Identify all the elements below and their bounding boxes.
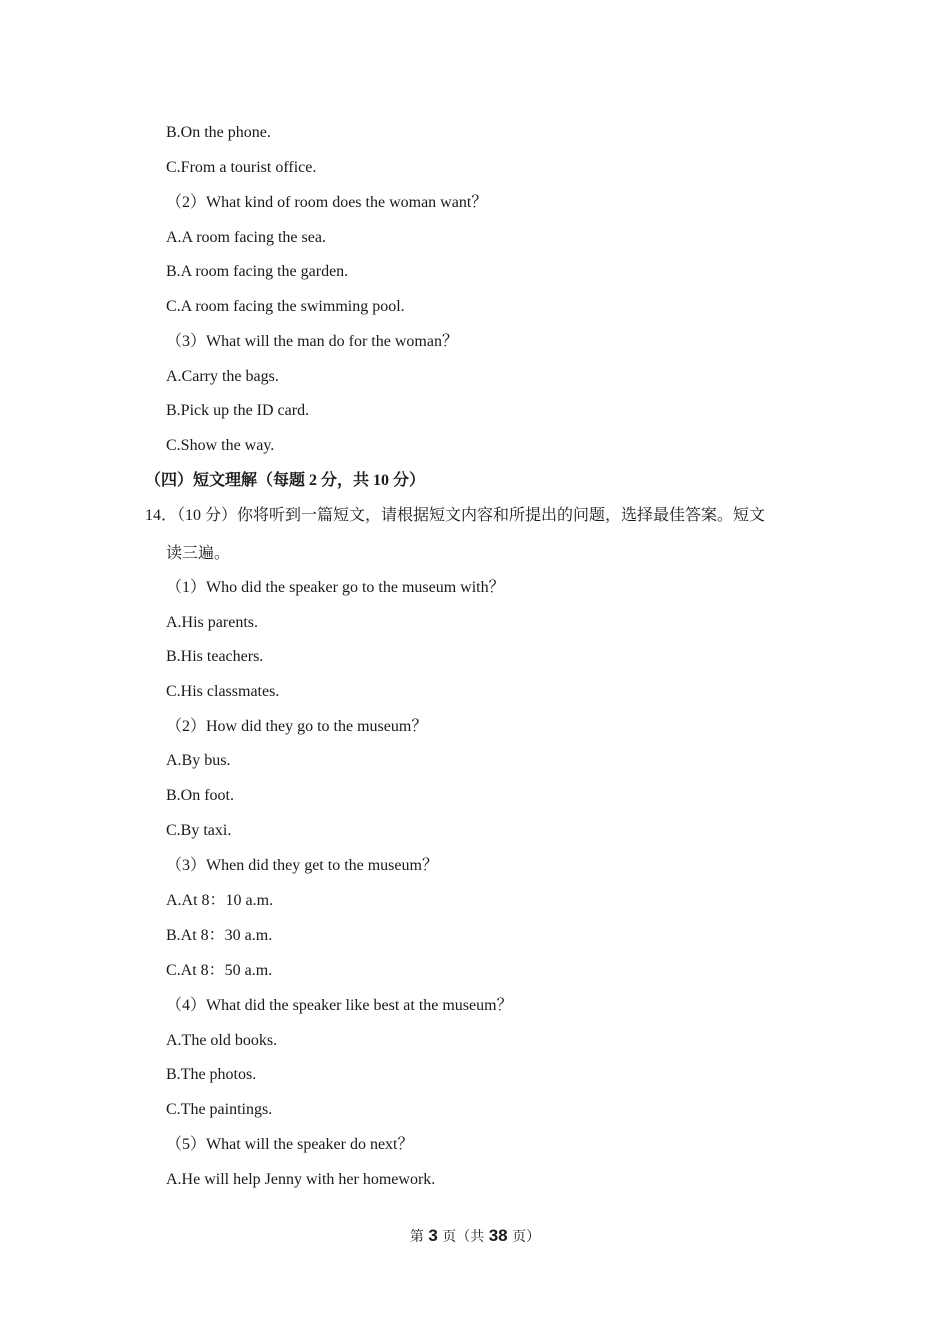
q14-sub4-a: A.The old books. [166,1032,278,1049]
option-b-garden: B.A room facing the garden. [166,263,349,280]
question-14-instructions: （10 分）你将听到一篇短文，请根据短文内容和所提出的问题，选择最佳答案。短文 [177,507,766,524]
q14-sub1-c: C.His classmates. [166,683,280,700]
q14-sub4-b: B.The photos. [166,1066,257,1083]
q14-sub3-c: C.At 8：50 a.m. [166,962,273,979]
q14-sub3-b: B.At 8：30 a.m. [166,927,273,944]
page-number: 3 [428,1226,438,1245]
q14-sub2-b: B.On foot. [166,787,234,804]
section-heading: （四）短文理解（每题 2 分，共 10 分） [145,472,426,489]
q14-sub3-a: A.At 8：10 a.m. [166,892,274,909]
q14-sub1-a: A.His parents. [166,614,258,631]
q14-sub2-c: C.By taxi. [166,822,232,839]
option-b-id-card: B.Pick up the ID card. [166,402,310,419]
footer-suffix: 页） [512,1229,541,1245]
option-c-pool: C.A room facing the swimming pool. [166,298,405,315]
option-a-sea: A.A room facing the sea. [166,229,326,246]
q14-sub2-a: A.By bus. [166,752,231,769]
option-c-tourist-office: C.From a tourist office. [166,159,317,176]
footer-prefix: 第 [409,1229,424,1245]
q14-sub5: （5）What will the speaker do next？ [166,1136,414,1153]
total-pages: 38 [488,1226,508,1245]
option-c-way: C.Show the way. [166,437,275,454]
footer-middle: 页（共 [442,1229,485,1245]
q14-sub4: （4）What did the speaker like best at the museum？ [166,997,513,1014]
q14-sub1-b: B.His teachers. [166,648,264,665]
question-14-instructions-cont: 读三遍。 [166,545,231,562]
q14-sub3: （3）When did they get to the museum？ [166,857,438,874]
option-a-bags: A.Carry the bags. [166,368,279,385]
q14-sub4-c: C.The paintings. [166,1101,273,1118]
page-footer [0,1226,950,1247]
question-2-room: （2）What kind of room does the woman want？ [166,194,488,211]
question-14-header [145,506,765,526]
option-b-phone: B.On the phone. [166,124,271,141]
q14-sub2: （2）How did they go to the museum？ [166,718,428,735]
q14-sub1: （1）Who did the speaker go to the museum with？ [166,579,505,596]
q14-sub5-a: A.He will help Jenny with her homework. [166,1171,436,1188]
question-3-man: （3）What will the man do for the woman？ [166,333,458,350]
question-number: 14． [145,507,178,524]
